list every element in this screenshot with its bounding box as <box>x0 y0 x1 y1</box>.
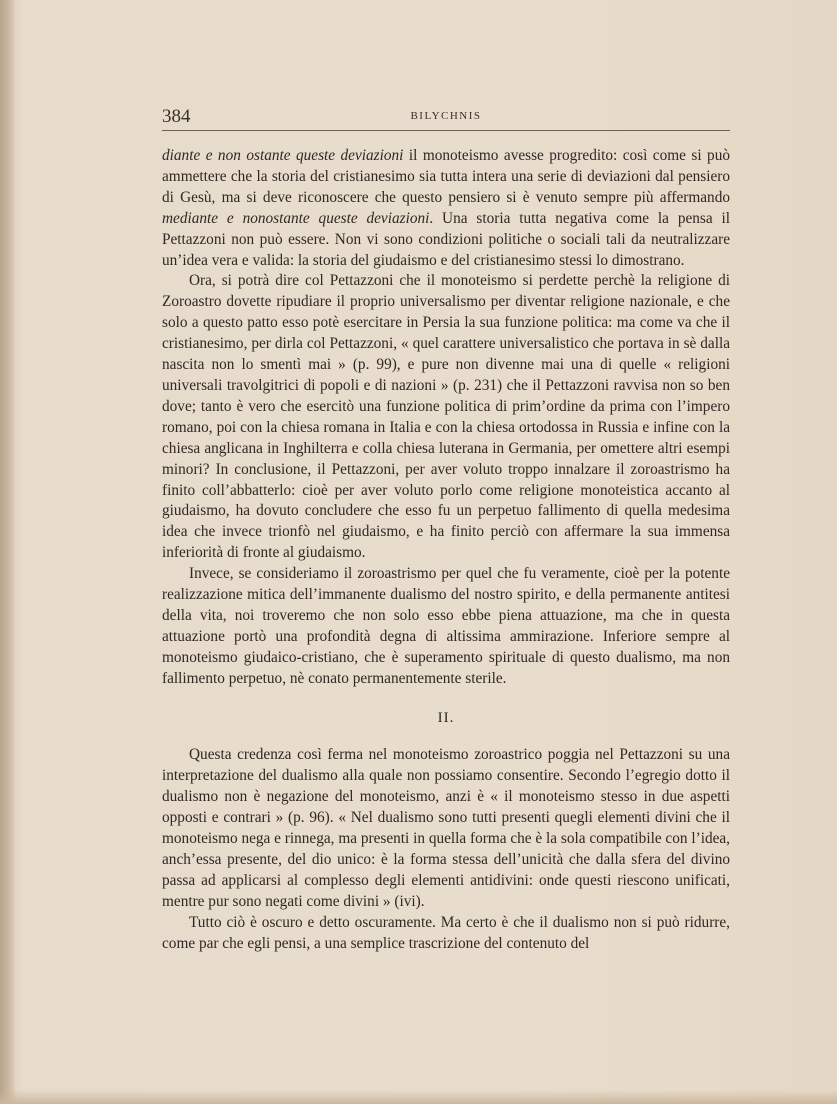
paragraph-text: . Una storia tutta negativa come la pensa il Pettazzoni non può essere. Non vi sono condizioni politiche o sociali tali da neutralizzare un’idea vera e valida: la storia del giudaismo e del cristianesimo stessi lo dimostrano. <box>162 209 730 269</box>
header-rule <box>162 130 730 131</box>
running-head: BILYCHNIS <box>410 110 482 122</box>
paragraph: Tutto ciò è oscuro e detto oscuramente. Ma certo è che il dualismo non si può ridurre, come par che egli pensi, a una semplice trascrizione del contenuto del <box>162 913 730 952</box>
body-text <box>162 146 730 955</box>
page-header <box>162 106 730 132</box>
italic-phrase: mediante e nonostante queste deviazioni <box>162 209 430 227</box>
page-bottom-edge <box>0 1090 837 1104</box>
paragraph: Questa credenza così ferma nel monoteismo zoroastrico poggia nel Pettazzoni su una interpretazione del dualismo alla quale non possiamo consentire. Secondo l’egregio dotto il dualismo non è negazione del monoteismo, anzi è « il monoteismo stesso in due aspetti opposti e contrari » (p. 96). « Nel dualismo sono tutti presenti quegli elementi divini che il monoteismo nega e rinnega, ma presenti in quella forma che è la sola compatibile con l’idea, anch’essa presente, del dio unico: è la forma stessa dell’unicità che dalla sfera del divino passa ad applicarsi al complesso degli elementi antidivini: onde questi riescono unificati, mentre pur sono negati come divini » (ivi). <box>162 746 730 910</box>
section-heading: II. <box>437 709 455 726</box>
page-number: 384 <box>162 106 191 127</box>
paragraph-text: il monoteismo avesse progredito: così come si può ammettere che la storia del cristianesimo sia tutta intera una serie di deviazioni dal pensiero di Gesù, ma si deve riconoscere che questo pensiero si è venuto sempre più affermando <box>162 147 730 206</box>
page-left-edge <box>0 0 16 1104</box>
italic-phrase: diante e non ostante queste deviazioni <box>162 147 404 164</box>
paragraph: Invece, se consideriamo il zoroastrismo per quel che fu veramente, cioè per la potente realizzazione mitica dell’immanente dualismo del nostro spirito, e della permanente antitesi della vita, noi troveremo che non solo esso ebbe piena attuazione, ma che in questa attuazione portò una profondità degna di altissima ammirazione. Inferiore sempre al monoteismo giudaico-cristiano, che è superamento spirituale di questo dualismo, ma non fallimento perpetuo, nè conato permanentemente sterile. <box>162 565 730 687</box>
paragraph: Ora, si potrà dire col Pettazzoni che il monoteismo si perdette perchè la religione di Zoroastro dovette ripudiare il proprio universalismo per diventar religione nazionale, e che solo a questo patto esso potè esercitare in Persia la sua funzione politica: ma come va che il cristianesimo, per dirla col Pettazzoni, « quel carattere universalistico che portava in sè dalla nascita non lo smentì mai » (p. 99), e pure non divenne mai una di quelle « religioni universali travolgitrici di popoli e di nazioni » (p. 231) che il Pettazzoni ravvisa non so ben dove; tanto è vero che esercitò una funzione politica di prim’ordine da prima con l’impero romano, poi con la chiesa romana in Italia e con la chiesa ortodossa in Russia e infine con la chiesa anglicana in Inghilterra e colla chiesa luterana in Germania, per omettere altri esempi minori? In conclusione, il Pettazzoni, per aver voluto troppo innalzare il zoroastrismo ha finito coll’abbatterlo: cioè per aver voluto porlo come religione monoteistica accanto al giudaismo, ha dovuto concludere che esso fu un perpetuo fallimento di quella medesima idea che invece trionfò nel giudaismo, e ha finito perciò con affermare la sua immensa inferiorità di fronte al giudaismo. <box>162 272 730 562</box>
paragraph-continued <box>162 146 730 271</box>
